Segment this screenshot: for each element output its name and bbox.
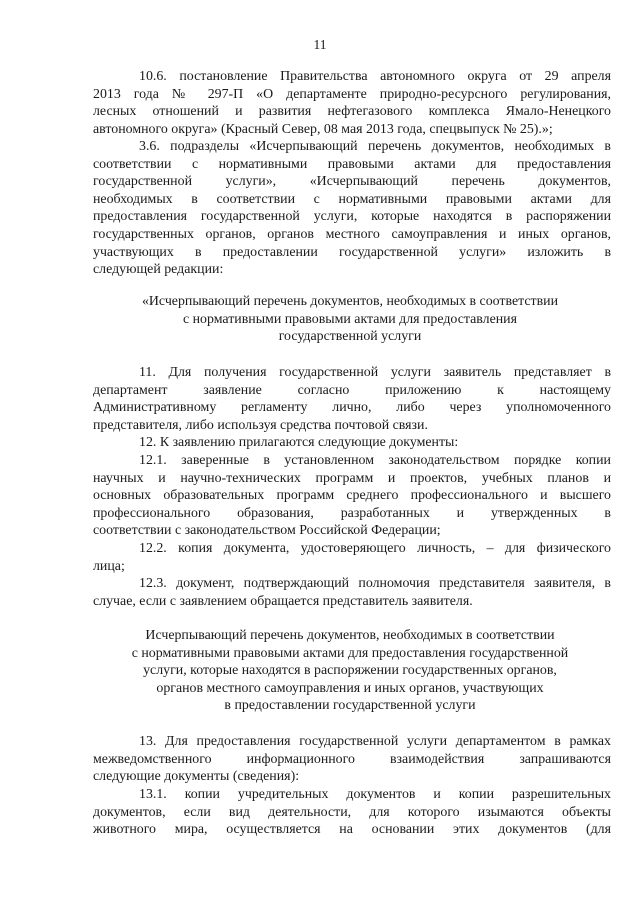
heading-line: с нормативными правовыми актами для предоставления: [182, 311, 518, 327]
text-line: лесных отношений и развития нефтегазового комплекса Ямало-Ненецкого: [93, 104, 611, 120]
paragraph-13-1: [93, 786, 611, 839]
text-line: лица;: [93, 558, 125, 574]
text-line: необходимых в соответствии с нормативными правовыми актами для: [93, 191, 611, 207]
text-line: 2013 года № 297-П «О департаменте природно-ресурсного регулирования,: [93, 86, 611, 102]
text-line: следующей редакции:: [93, 262, 224, 278]
text-line: случае, если с заявлением обращается представитель заявителя.: [93, 593, 473, 609]
section-heading-interagency-documents: [80, 627, 620, 715]
text-line: 12.3. документ, подтверждающий полномочия представителя заявителя, в: [139, 576, 611, 591]
text-line: государственной услуги», «Исчерпывающий перечень документов,: [93, 174, 611, 190]
paragraph-11: [93, 364, 611, 434]
text-line: представителя, либо используя средства почтовой связи.: [93, 417, 428, 433]
text-line: 10.6. постановление Правительства автономного округа от 29 апреля: [139, 69, 611, 84]
text-line: профессионального образования, разработанных и утвержденных в: [93, 505, 611, 521]
text-line: предоставления государственной услуги, которые находятся в распоряжении: [93, 209, 611, 225]
text-line: 11. Для получения государственной услуги заявитель представляет в: [139, 365, 611, 380]
text-line: 12. К заявлению прилагаются следующие документы:: [139, 435, 459, 450]
paragraph-12: [93, 434, 611, 452]
text-line: 12.2. копия документа, удостоверяющего личность, – для физического: [139, 541, 611, 556]
text-line: соответствии с нормативными правовыми актами для предоставления: [93, 156, 611, 172]
heading-line: услуги, которые находятся в распоряжении государственных органов,: [143, 663, 557, 679]
paragraph-10-6: [93, 68, 611, 138]
text-line: участвующих в предоставлении государственной услуги» изложить в: [93, 244, 611, 260]
text-line: межведомственного информационного взаимодействия запрашиваются: [93, 751, 611, 767]
section-heading-documents-from-applicant: [80, 293, 620, 346]
paragraph-12-2: [93, 540, 611, 575]
heading-line: «Исчерпывающий перечень документов, необходимых в соответствии: [141, 294, 559, 309]
paragraph-12-3: [93, 575, 611, 610]
paragraph-13: [93, 733, 611, 786]
text-line: 12.1. заверенные в установленном законодательством порядке копии: [139, 453, 611, 468]
text-line: следующие документы (сведения):: [93, 769, 300, 785]
text-line: государственных органов, органов местного самоуправления и иных органов,: [93, 226, 611, 242]
text-line: 13. Для предоставления государственной услуги департаментом в рамках: [139, 734, 611, 749]
text-line: научных и научно-технических программ и проектов, учебных планов и: [93, 470, 611, 486]
heading-line: органов местного самоуправления и иных органов, участвующих: [156, 680, 544, 696]
heading-line: в предоставлении государственной услуги: [224, 698, 476, 714]
text-line: соответствии с законодательством Российской Федерации;: [93, 523, 441, 539]
heading-line: государственной услуги: [278, 329, 422, 345]
text-line: автономного округа» (Красный Север, 08 мая 2013 года, спецвыпуск № 25).»;: [93, 121, 553, 137]
text-line: основных образовательных программ среднего профессионального и высшего: [93, 488, 611, 504]
text-line: 3.6. подразделы «Исчерпывающий перечень документов, необходимых в: [139, 139, 611, 154]
heading-line: с нормативными правовыми актами для предоставления государственной: [131, 645, 569, 661]
text-line: животного мира, осуществляется на основании этих документов (для: [93, 822, 611, 838]
text-line: департамент заявление согласно приложению к настоящему: [93, 382, 611, 398]
paragraph-12-1: [93, 452, 611, 540]
text-line: 13.1. копии учредительных документов и копии разрешительных: [139, 787, 611, 802]
text-line: документов, если вид деятельности, для которого изымаются объекты: [93, 804, 611, 820]
paragraph-3-6: [93, 138, 611, 279]
text-line: Административному регламенту лично, либо через уполномоченного: [93, 400, 611, 416]
heading-line: Исчерпывающий перечень документов, необходимых в соответствии: [145, 628, 555, 643]
page-number: 11: [313, 37, 327, 52]
